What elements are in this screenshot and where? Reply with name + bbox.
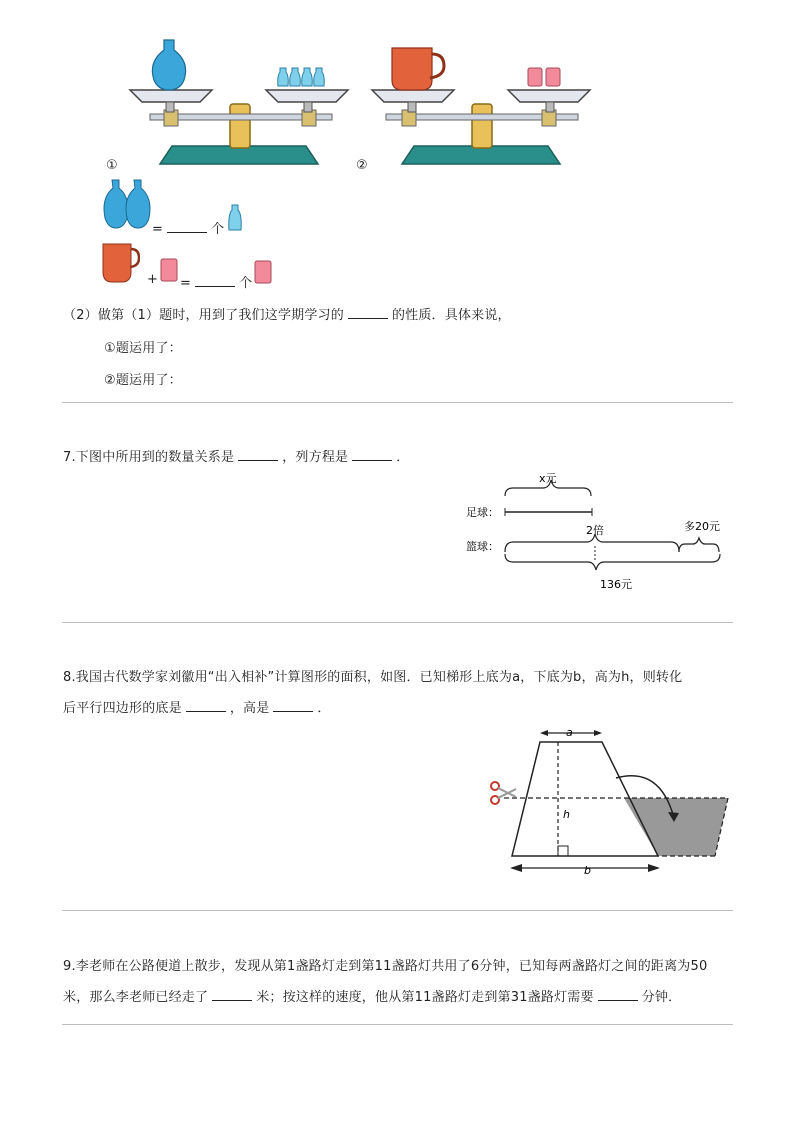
q6-line2: ②题运用了： (104, 373, 182, 388)
q7-mid: ，列方程是 (282, 450, 349, 465)
q8-line2-suffix: ． (317, 701, 331, 716)
q6-part2-text: （2）做第（1）题时，用到了我们这学期学习的 (63, 308, 344, 323)
q6-part2-suffix: 的性质．具体来说， (391, 308, 511, 323)
q7-diagram (462, 466, 732, 596)
q7-prefix: 7.下图中所用到的数量关系是 (63, 450, 235, 465)
q7-basketball-label: 篮球： (466, 540, 499, 553)
q7-suffix: ． (396, 450, 410, 465)
eq2-unit: 个 (239, 276, 253, 291)
q7-more-label: 多20元 (684, 520, 720, 533)
small-cup-icon (160, 258, 178, 282)
divider (62, 402, 733, 403)
q7-football-label: 足球： (466, 506, 499, 519)
q9-line2-suffix: 分钟． (641, 990, 682, 1005)
small-vase-icon (228, 204, 242, 232)
q8-line2 (63, 697, 331, 716)
q8-trapezoid-diagram (482, 722, 734, 880)
mug-icon (100, 240, 140, 286)
eq2-equals: = (180, 276, 192, 291)
eq2-plus: + (147, 272, 159, 287)
q6-line1: ①题运用了： (104, 341, 182, 356)
q8-h-label: h (563, 808, 570, 821)
scale-2-figure (362, 36, 602, 176)
q8-a-label: a (566, 726, 573, 739)
q7-blank-1[interactable] (238, 448, 278, 461)
divider (62, 1024, 733, 1025)
q7-question (63, 446, 409, 465)
q9-line2-prefix: 米，那么李老师已经走了 (63, 990, 209, 1005)
eq1-equals: = (152, 222, 164, 237)
scale-2-label: ② (356, 158, 368, 173)
q7-x-label: x元 (539, 472, 557, 485)
q8-blank-2[interactable] (273, 699, 313, 712)
eq1-unit: 个 (211, 222, 225, 237)
q9-line2-mid: 米；按这样的速度，他从第11盏路灯走到第31盏路灯需要 (256, 990, 594, 1005)
q9-line1: 9.李老师在公路便道上散步，发现从第1盏路灯走到第11盏路灯共用了6分钟，已知每两盏路灯之间的距离为50 (63, 959, 708, 974)
q6-part2-blank[interactable] (348, 306, 388, 319)
eq1-blank[interactable] (167, 220, 207, 233)
q8-line2-mid: ，高是 (229, 701, 270, 716)
eq2-row (180, 272, 252, 291)
q8-line2-prefix: 后平行四边形的底是 (63, 701, 182, 716)
q7-blank-2[interactable] (352, 448, 392, 461)
scale-1-figure (120, 36, 360, 176)
divider (62, 910, 733, 911)
scale-1-label: ① (106, 158, 118, 173)
q8-b-label: b (584, 864, 591, 877)
eq1-row (152, 218, 224, 237)
q9-line2 (63, 986, 681, 1005)
q7-times-label: 2倍 (586, 524, 604, 537)
q8-blank-1[interactable] (186, 699, 226, 712)
q7-total-label: 136元 (600, 578, 632, 591)
small-cup-icon-2 (254, 260, 272, 284)
q8-line1: 8.我国古代数学家刘徽用“出入相补”计算图形的面积，如图．已知梯形上底为a，下底为b，高为h，则转化 (63, 670, 683, 685)
divider (62, 622, 733, 623)
q9-blank-1[interactable] (212, 988, 252, 1001)
scissors-icon (488, 780, 518, 806)
q9-blank-2[interactable] (598, 988, 638, 1001)
q6-part2 (63, 304, 511, 323)
two-vases-icon (103, 178, 151, 232)
eq2-blank[interactable] (195, 274, 235, 287)
